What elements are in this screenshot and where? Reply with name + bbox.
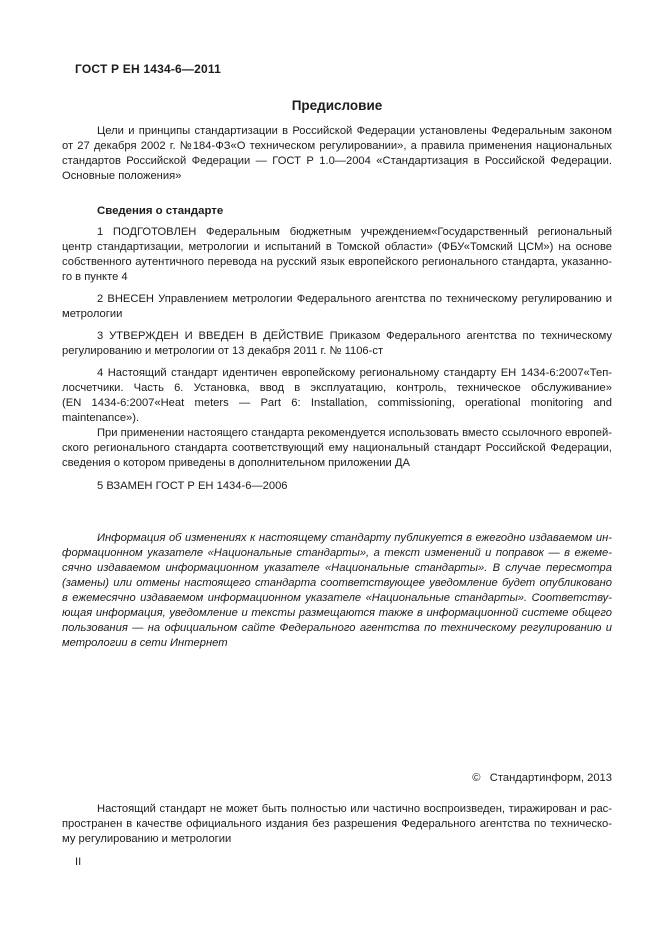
- page-number: II: [75, 856, 82, 868]
- foreword-item-1: 1 ПОДГОТОВЛЕН Федеральным бюджетным учреждением«Государственный региональный центр стандартизации, метрологии и испытаний в Томской области» (ФБУ«Томский ЦСМ») на основе собственного аутентичного перевода на русский язык европейского регионального стандарта, указанно- го в пункте 4: [62, 226, 612, 283]
- foreword-item-4: 4 Настоящий стандарт идентичен европейскому региональному стандарту ЕН 1434-6:2007«Теп- лосчетчики. Часть 6. Установка, ввод в эксплуатацию, контроль, техническое обслуживание» (EN 1434-6:2007«Heat meters — Part 6: Installation, commissioning, operational monitoring and maintenance»).: [62, 367, 612, 424]
- foreword-item-3: 3 УТВЕРЖДЕН И ВВЕДЕН В ДЕЙСТВИЕ Приказом Федерального агентства по техническому регулированию и метрологии от 13 декабря 2011 г. № 1106-ст: [62, 330, 612, 357]
- copyright-line: © Стандартинформ, 2013: [472, 772, 612, 784]
- intro-paragraph: Цели и принципы стандартизации в Российской Федерации установлены Федеральным законом от 27 декабря 2002 г. №184-ФЗ«О техническом регулировании», а правила применения национальных стандартов Российской Федерации — ГОСТ Р 1.0—2004 «Стандартизация в Российской Федерации. Основные положения»: [62, 125, 612, 182]
- foreword-item-4-recommendation: При применении настоящего стандарта рекомендуется использовать вместо ссылочного европей- ского регионального стандарта соответствующий ему национальный стандарт Российской Федерации, сведения о котором приведены в дополнительном приложении ДА: [62, 427, 612, 469]
- amendments-info-note: Информация об изменениях к настоящему стандарту публикуется в ежегодно издаваемом ин- формационном указателе «Национальные стандарты», а текст изменений и поправок — в ежеме- сячно издаваемом информационном указателе «Национальные стандарты». В случае пересмотра (замены) или отмены настоящего стандарта соответствующее уведомление будет опубликовано в ежемесячно издаваемом информационном указателе «Национальные стандарты». Соответству- ющая информация, уведомление и тексты размещаются также в информационной системе общего пользования — на официальном сайте Федерального агентства по техническому регулированию и метрологии в сети Интернет: [62, 532, 612, 649]
- standard-info-heading: Сведения о стандарте: [97, 205, 224, 217]
- page-title: Предисловие: [291, 98, 383, 113]
- foreword-item-2: 2 ВНЕСЕН Управлением метрологии Федерального агентства по техническому регулированию и метрологии: [62, 293, 612, 320]
- reproduction-notice: Настоящий стандарт не может быть полностью или частично воспроизведен, тиражирован и рас- пространен в качестве официального издания без разрешения Федерального агентства по техническо- му регулированию и метрологии: [62, 803, 612, 845]
- foreword-item-5: 5 ВЗАМЕН ГОСТ Р ЕН 1434-6—2006: [97, 480, 288, 492]
- document-code: ГОСТ Р ЕН 1434-6—2011: [75, 62, 221, 76]
